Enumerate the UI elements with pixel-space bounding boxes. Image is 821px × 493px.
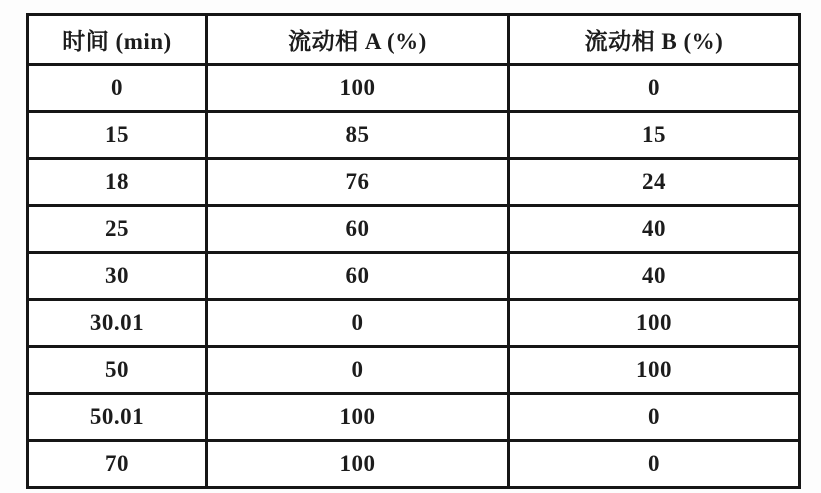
- table-cell: 85: [207, 112, 509, 159]
- table-header-row: [28, 15, 800, 65]
- table-cell: 70: [28, 441, 207, 488]
- table-cell: 0: [509, 441, 800, 488]
- column-header-mobile-phase-a: 流动相 A (%): [207, 15, 509, 65]
- table-cell: 30.01: [28, 300, 207, 347]
- table-cell: 18: [28, 159, 207, 206]
- table-row: [28, 112, 800, 159]
- table-cell: 50: [28, 347, 207, 394]
- table-row: [28, 253, 800, 300]
- table-cell: 50.01: [28, 394, 207, 441]
- table-cell: 40: [509, 206, 800, 253]
- gradient-table: [26, 13, 801, 489]
- table-cell: 0: [509, 65, 800, 112]
- table-cell: 25: [28, 206, 207, 253]
- table-cell: 15: [28, 112, 207, 159]
- table-row: [28, 300, 800, 347]
- table-row: [28, 347, 800, 394]
- table-row: [28, 441, 800, 488]
- table-cell: 0: [207, 300, 509, 347]
- table-cell: 76: [207, 159, 509, 206]
- table-cell: 100: [207, 394, 509, 441]
- table-cell: 0: [207, 347, 509, 394]
- table-row: [28, 65, 800, 112]
- table-row: [28, 206, 800, 253]
- table-cell: 100: [207, 441, 509, 488]
- table-cell: 0: [509, 394, 800, 441]
- column-header-mobile-phase-b: 流动相 B (%): [509, 15, 800, 65]
- table-cell: 100: [207, 65, 509, 112]
- table-cell: 24: [509, 159, 800, 206]
- table-cell: 15: [509, 112, 800, 159]
- table-cell: 0: [28, 65, 207, 112]
- table-row: [28, 159, 800, 206]
- table-cell: 100: [509, 347, 800, 394]
- column-header-time: 时间 (min): [28, 15, 207, 65]
- table-cell: 60: [207, 253, 509, 300]
- table-cell: 40: [509, 253, 800, 300]
- table-body: [28, 65, 800, 488]
- table-cell: 60: [207, 206, 509, 253]
- table-row: [28, 394, 800, 441]
- table-cell: 100: [509, 300, 800, 347]
- table-cell: 30: [28, 253, 207, 300]
